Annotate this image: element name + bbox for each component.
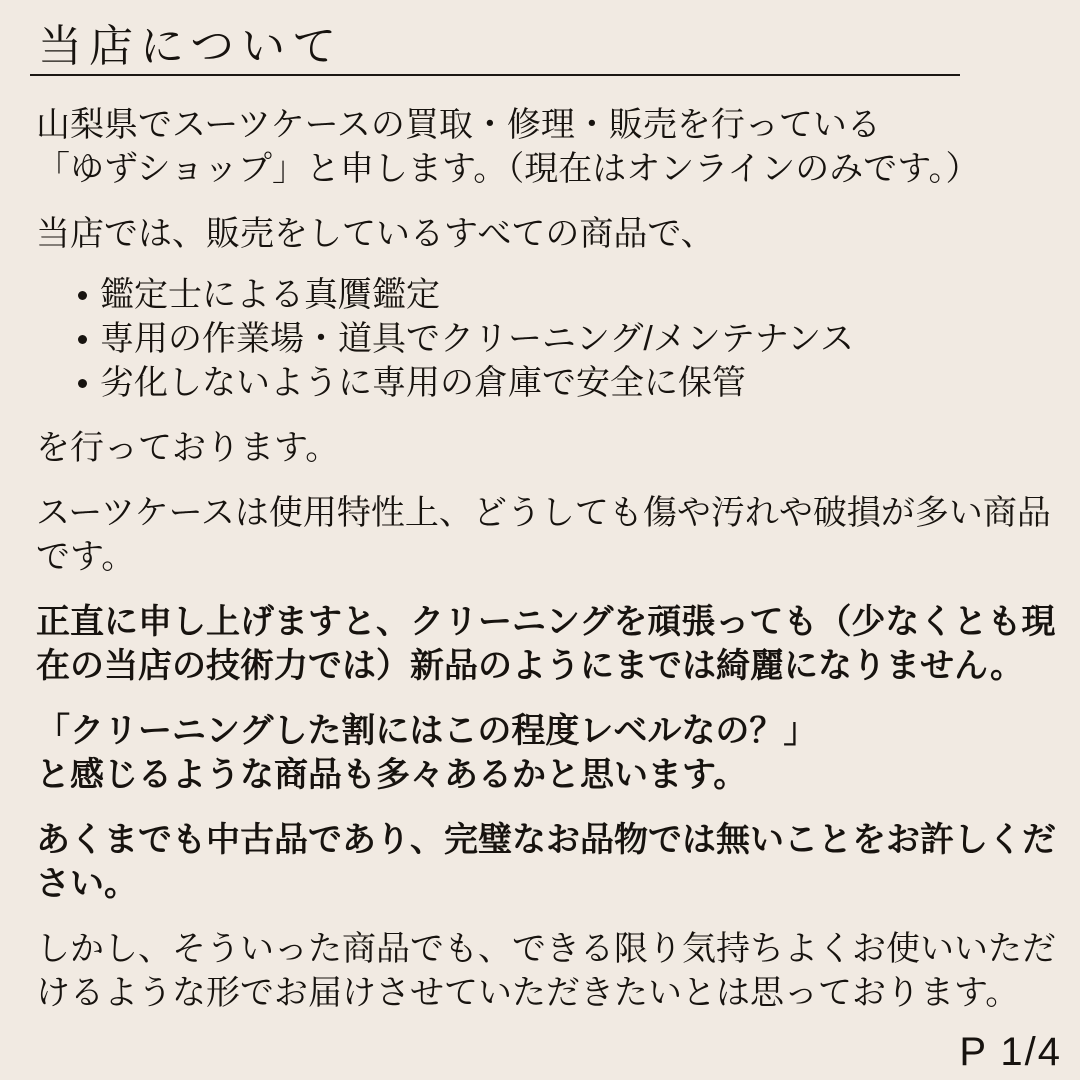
text-line: けるような形でお届けさせていただきたいとは思っております。 xyxy=(36,974,1020,1012)
text-line: あくまでも中古品であり、完璧なお品物では無いことをお許しくだ xyxy=(36,821,1056,859)
text-line: です。 xyxy=(36,538,136,576)
bullet-item-cleaning: 専用の作業場・道具でクリーニング/メンテナンス xyxy=(36,317,1044,361)
section-header xyxy=(30,22,960,76)
page-indicator: P 1/4 xyxy=(959,1030,1062,1074)
text-line: 正直に申し上げますと、クリーニングを頑張っても（少なくとも現 xyxy=(36,603,1056,641)
honest-note-paragraph xyxy=(36,600,1056,688)
used-goods-paragraph xyxy=(36,818,1056,906)
services-bullet-list xyxy=(36,273,1044,405)
closing-paragraph xyxy=(36,927,1056,1015)
bullet-item-storage: 劣化しないように専用の倉庫で安全に保管 xyxy=(36,361,1044,405)
page-title: 当店について xyxy=(38,22,344,71)
text-line: 「クリーニングした割にはこの程度レベルなの？」 xyxy=(36,712,818,750)
text-line: スーツケースは使用特性上、どうしても傷や汚れや破損が多い商品 xyxy=(36,494,1051,532)
text-line: 在の当店の技術力では）新品のようにまでは綺麗になりません。 xyxy=(36,647,1025,685)
services-lead-paragraph xyxy=(36,212,1044,256)
bullet-item-appraisal: 鑑定士による真贋鑑定 xyxy=(36,273,1044,317)
text-line: さい。 xyxy=(36,865,138,903)
condition-paragraph xyxy=(36,491,1051,579)
text-line: 「ゆずショップ」と申します。（現在はオンラインのみです。） xyxy=(36,150,980,188)
text-line: を行っております。 xyxy=(36,429,340,467)
text-line: 当店では、販売をしているすべての商品で、 xyxy=(36,215,715,253)
text-line: 山梨県でスーツケースの買取・修理・販売を行っている xyxy=(36,106,881,144)
services-close-paragraph xyxy=(36,426,1044,470)
intro-paragraph xyxy=(36,103,1044,191)
text-line: しかし、そういった商品でも、できる限り気持ちよくお使いいただ xyxy=(36,930,1056,968)
text-line: と感じるような商品も多々あるかと思います。 xyxy=(36,756,748,794)
expectation-paragraph xyxy=(36,709,1044,797)
